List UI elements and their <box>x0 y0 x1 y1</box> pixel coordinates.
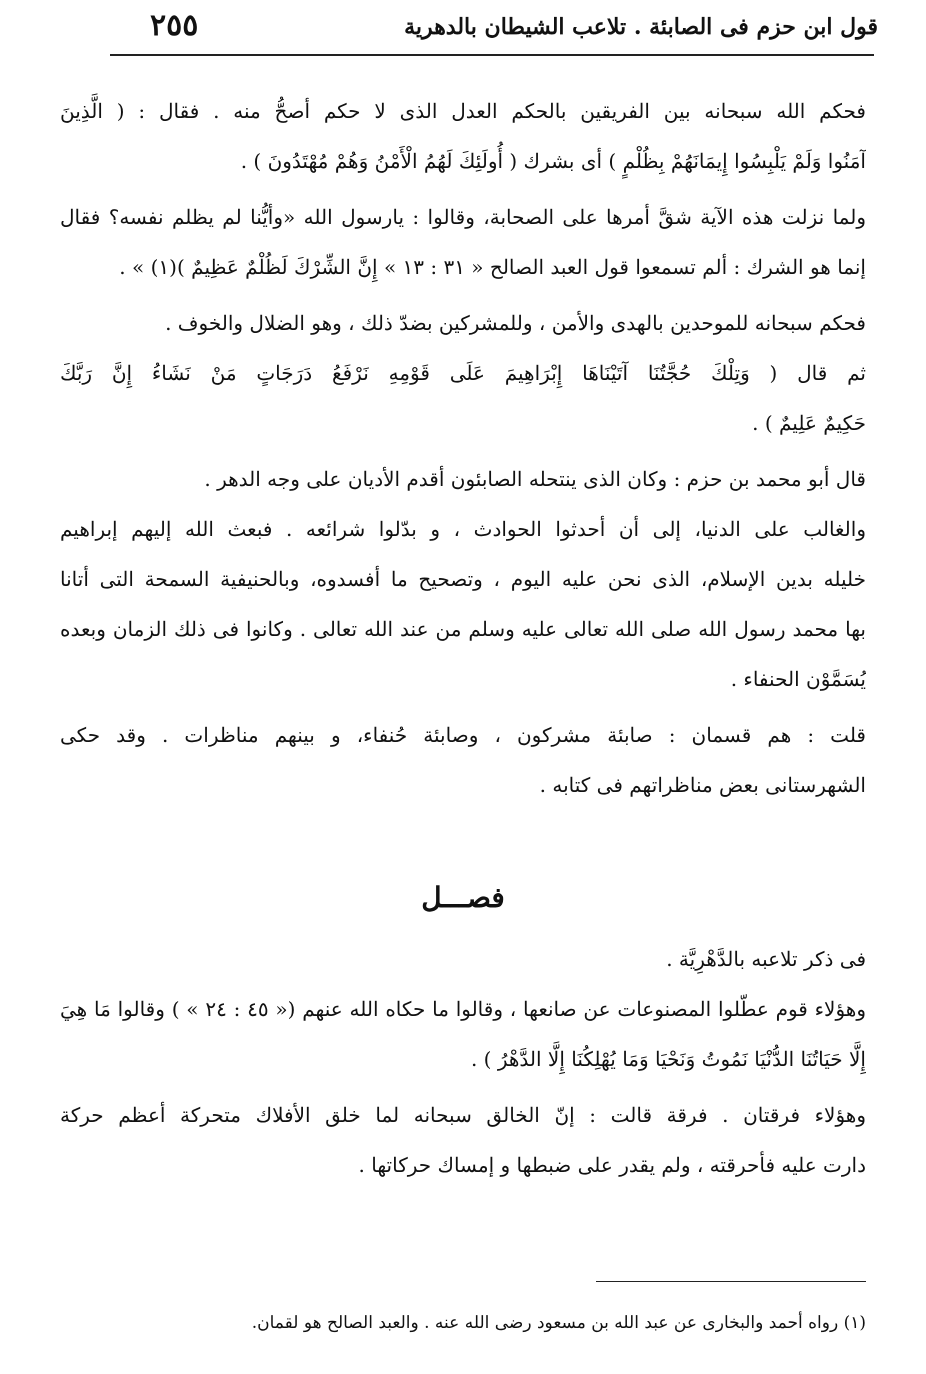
text-line: الشهرستانى بعض مناظراتهم فى كتابه . <box>539 773 866 797</box>
text-line: وهؤلاء قوم عطّلوا المصنوعات عن صانعها ، وقالوا ما حكاه الله عنهم (« ٤٥ : ٢٤ » ) وقالوا مَا هِيَ <box>60 997 866 1021</box>
section-title: فصـــل <box>421 881 505 914</box>
text-line: فى ذكر تلاعبه بالدَّهْرِيَّة . <box>666 947 866 971</box>
text-line: قال أبو محمد بن حزم : وكان الذى ينتحله الصابئون أقدم الأديان على وجه الدهر . <box>204 467 866 491</box>
text-line: والغالب على الدنيا، إلى أن أحدثوا الحوادث ، و بدّلوا شرائعه . فبعث الله إليهم إبراهيم <box>60 517 866 541</box>
text-line: يُسَمَّوْن الحنفاء . <box>730 667 866 691</box>
footnote: (١) رواه أحمد والبخارى عن عبد الله بن مسعود رضى الله عنه . والعبد الصالح هو لقمان. <box>251 1313 866 1333</box>
text-line: قلت : هم قسمان : صابئة مشركون ، وصابئة حُنفاء، و بينهم مناظرات . وقد حكى <box>60 723 866 747</box>
text-line: خليله بدين الإسلام، الذى نحن عليه اليوم ، وتصحيح ما أفسدوه، وبالحنيفية السمحة التى أتانا <box>60 567 866 591</box>
text-line: دارت عليه فأحرقته ، ولم يقدر على ضبطها و إمساك حركاتها . <box>358 1153 866 1177</box>
page-number: ٢٥٥ <box>150 8 199 43</box>
section-gap <box>60 810 866 868</box>
text-line: وهؤلاء فرقتان . فرقة قالت : إنّ الخالق سبحانه لما خلق الأفلاك متحركة أعظم حركة <box>60 1103 866 1127</box>
text-line: إنما هو الشرك : ألم تسمعوا قول العبد الصالح « ٣١ : ١٣ » إِنَّ الشِّرْكَ لَظُلْمٌ عَظِيمٌ )(١) » . <box>119 255 866 279</box>
running-title: قول ابن حزم فى الصابئة . تلاعب الشيطان بالدهرية <box>404 14 878 40</box>
header-rule <box>110 54 874 56</box>
text-line: فحكم الله سبحانه بين الفريقين بالحكم العدل الذى لا حكم أصحُّ منه . فقال : ( الَّذِينَ <box>60 99 866 123</box>
text-line: حَكِيمٌ عَلِيمٌ ) . <box>752 411 866 435</box>
text-line: ثم قال ( وَتِلْكَ حُجَّتُنَا آتَيْنَاهَا إِبْرَاهِيمَ عَلَى قَوْمِهِ نَرْفَعُ دَرَجَاتٍ مَنْ نَشَاءُ إِنَّ رَبَّكَ <box>60 361 866 385</box>
body-text <box>60 86 866 1190</box>
text-line: فحكم سبحانه للموحدين بالهدى والأمن ، وللمشركين بضدّ ذلك ، وهو الضلال والخوف . <box>165 311 866 335</box>
footnote-rule <box>596 1281 866 1282</box>
text-line: إِلَّا حَيَاتُنَا الدُّنْيَا نَمُوتُ وَنَحْيَا وَمَا يُهْلِكُنَا إِلَّا الدَّهْرُ ) . <box>470 1047 866 1071</box>
running-header <box>150 8 886 50</box>
text-line: آمَنُوا وَلَمْ يَلْبِسُوا إِيمَانَهُمْ بِظُلْمٍ ) أى بشرك ( أُولَئِكَ لَهُمُ الْأَمْنُ وَهُمْ مُهْتَدُونَ ) . <box>240 149 866 173</box>
text-line: بها محمد رسول الله صلى الله تعالى عليه وسلم من عند الله تعالى . وكانوا فى ذلك الزمان وبعده <box>60 617 866 641</box>
text-line: ولما نزلت هذه الآية شقَّ أمرها على الصحابة، وقالوا : يارسول الله «وأيُّنا لم يظلم نفسه؟ فقال <box>60 205 866 229</box>
